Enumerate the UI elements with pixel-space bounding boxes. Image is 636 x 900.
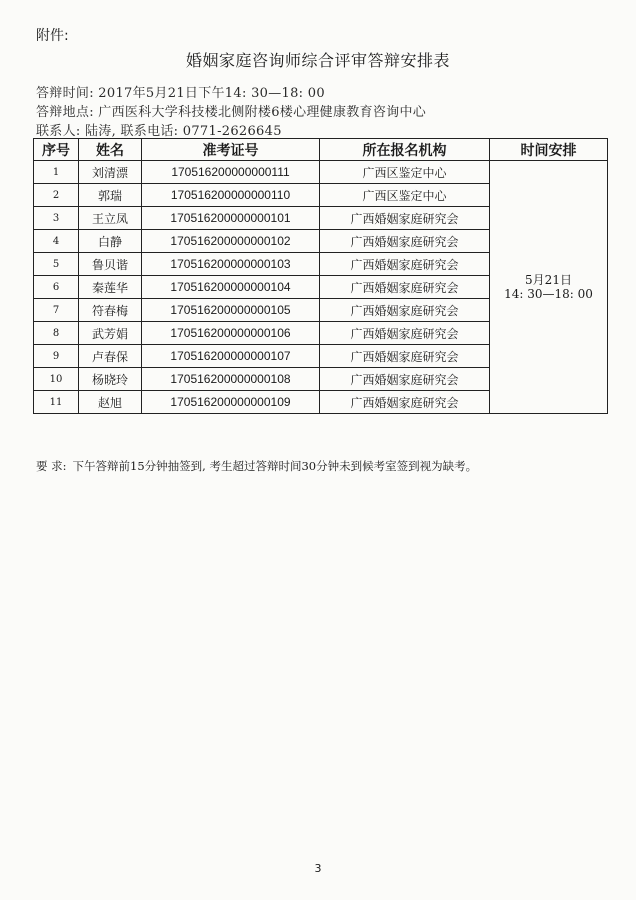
cell-exam-id: 170516200000000107 (142, 345, 320, 368)
cell-name: 秦莲华 (79, 276, 142, 299)
cell-exam-id: 170516200000000109 (142, 391, 320, 414)
cell-org: 广西婚姻家庭研究会 (320, 207, 490, 230)
cell-name: 卢春保 (79, 345, 142, 368)
cell-no: 9 (34, 345, 79, 368)
cell-exam-id: 170516200000000103 (142, 253, 320, 276)
cell-name: 杨晓玲 (79, 368, 142, 391)
annex-label: 附件: (36, 28, 69, 44)
cell-no: 2 (34, 184, 79, 207)
cell-name: 白静 (79, 230, 142, 253)
cell-name: 赵旭 (79, 391, 142, 414)
cell-org: 广西婚姻家庭研究会 (320, 276, 490, 299)
cell-exam-id: 170516200000000101 (142, 207, 320, 230)
cell-no: 3 (34, 207, 79, 230)
cell-exam-id: 170516200000000104 (142, 276, 320, 299)
cell-exam-id: 170516200000000108 (142, 368, 320, 391)
cell-no: 5 (34, 253, 79, 276)
cell-name: 王立凤 (79, 207, 142, 230)
header-time: 时间安排 (490, 139, 608, 161)
cell-org: 广西区鉴定中心 (320, 161, 490, 184)
table-header-row (34, 139, 608, 161)
time-arrangement-cell (490, 161, 608, 414)
header-no: 序号 (34, 139, 79, 161)
cell-exam-id: 170516200000000111 (142, 161, 320, 184)
cell-name: 鲁贝谐 (79, 253, 142, 276)
header-org: 所在报名机构 (320, 139, 490, 161)
cell-org: 广西婚姻家庭研究会 (320, 230, 490, 253)
cell-org: 广西婚姻家庭研究会 (320, 299, 490, 322)
cell-exam-id: 170516200000000106 (142, 322, 320, 345)
cell-org: 广西婚姻家庭研究会 (320, 391, 490, 414)
table-row (34, 161, 608, 184)
document-title: 婚姻家庭咨询师综合评审答辩安排表 (185, 51, 450, 70)
schedule-table (33, 138, 608, 414)
defense-time-line: 答辩时间: 2017年5月21日下午14: 30—18: 00 (36, 86, 325, 101)
defense-place-line: 答辩地点: 广西医科大学科技楼北侧附楼6楼心理健康教育咨询中心 (36, 105, 427, 120)
cell-no: 10 (34, 368, 79, 391)
cell-org: 广西婚姻家庭研究会 (320, 253, 490, 276)
cell-name: 武芳娟 (79, 322, 142, 345)
header-exam-id: 准考证号 (142, 139, 320, 161)
cell-exam-id: 170516200000000102 (142, 230, 320, 253)
page-number: 3 (314, 862, 322, 875)
cell-org: 广西区鉴定中心 (320, 184, 490, 207)
cell-no: 11 (34, 391, 79, 414)
header-name: 姓名 (79, 139, 142, 161)
cell-no: 4 (34, 230, 79, 253)
cell-no: 1 (34, 161, 79, 184)
cell-name: 符春梅 (79, 299, 142, 322)
requirement-note (36, 458, 477, 474)
cell-no: 8 (34, 322, 79, 345)
cell-exam-id: 170516200000000110 (142, 184, 320, 207)
cell-name: 郭瑞 (79, 184, 142, 207)
cell-exam-id: 170516200000000105 (142, 299, 320, 322)
cell-no: 6 (34, 276, 79, 299)
time-range: 14: 30—18: 00 (504, 287, 593, 301)
time-date: 5月21日 (525, 273, 572, 287)
cell-org: 广西婚姻家庭研究会 (320, 345, 490, 368)
cell-org: 广西婚姻家庭研究会 (320, 368, 490, 391)
contact-line: 联系人: 陆涛, 联系电话: 0771-2626645 (36, 124, 282, 139)
cell-org: 广西婚姻家庭研究会 (320, 322, 490, 345)
cell-name: 刘清漂 (79, 161, 142, 184)
requirement-label: 要 求: (36, 459, 67, 473)
cell-no: 7 (34, 299, 79, 322)
requirement-text: 下午答辩前15分钟抽签到, 考生超过答辩时间30分钟未到候考室签到视为缺考。 (72, 459, 478, 473)
